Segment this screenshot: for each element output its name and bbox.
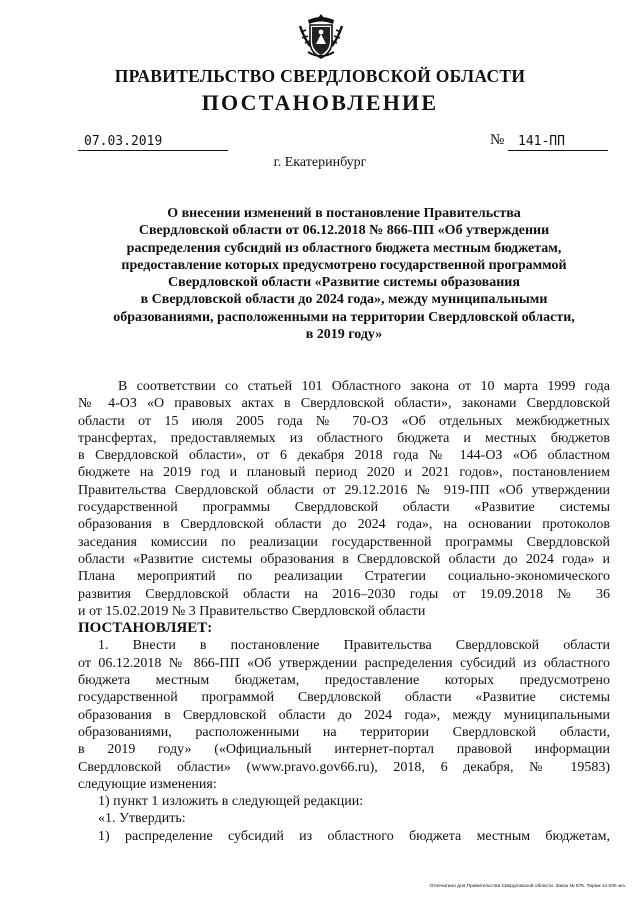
title-line: Свердловской области «Развитие системы образования: [168, 275, 520, 291]
document-number: 141-ПП: [508, 134, 608, 151]
body-line: следующие изменения:: [78, 776, 217, 792]
body-line: государственной программы Свердловской области «Развитие системы: [78, 500, 610, 516]
body-line: заседания комиссии по реализации государственной программы Свердловской: [78, 534, 610, 550]
body-line: Правительства Свердловской области от 29.12.2016 № 919-ПП «Об утверждении: [78, 482, 610, 498]
title-line: в 2019 году»: [305, 327, 383, 343]
body-line: № 4-ОЗ «О правовых актах в Свердловской области», законами Свердловской: [78, 396, 610, 412]
body-line: трансфертах, предоставляемых из областного бюджета и местных бюджетов: [78, 430, 610, 446]
government-name: ПРАВИТЕЛЬСТВО СВЕРДЛОВСКОЙ ОБЛАСТИ: [114, 66, 526, 86]
title-line: предоставление которых предусмотрено государственной программой: [121, 257, 567, 273]
document-type: ПОСТАНОВЛЕНИЕ: [201, 90, 439, 115]
body-line: развития Свердловской области на 2016–2030 годы от 19.09.2018 № 36: [78, 586, 610, 602]
body-line: Плана мероприятий по реализации Стратегии социально-экономического: [78, 569, 610, 585]
body-line: от 06.12.2018 № 866-ПП «Об утверждении распределения субсидий из областного: [78, 655, 610, 671]
title-line: в Свердловской области до 2024 года», между муниципальными: [140, 292, 548, 308]
body-line: образования в Свердловской области до 2024 года», между муниципальными: [78, 707, 610, 723]
body-line: области «Развитие системы образования в Свердловской области до 2024 года» и: [78, 551, 610, 567]
number-label: №: [490, 132, 505, 148]
body-line: 1. Внести в постановление Правительства Свердловской области: [98, 638, 610, 654]
body-line: области от 15 июля 2005 года № 70-ОЗ «Об отдельных межбюджетных: [78, 413, 610, 429]
body-line: в 2019 году» («Официальный интернет-портал правовой информации: [78, 742, 610, 758]
body-line: образования в Свердловской области до 2024 года», на основании протоколов: [78, 517, 610, 533]
title-line: Свердловской области от 06.12.2018 № 866-ПП «Об утверждении: [138, 223, 550, 239]
body-line: 1) распределение субсидий из областного бюджета местным бюджетам,: [98, 828, 610, 844]
body-line: и от 15.02.2019 № 3 Правительство Свердловской области: [78, 603, 426, 619]
body-line: бюджета местным бюджетам, предоставление которых предусмотрено: [78, 673, 610, 689]
title-line: распределения субсидий из областного бюджета местным бюджетам,: [126, 240, 562, 256]
body-line: Свердловской области» (www.pravo.gov66.ru), 2018, 6 декабря, № 19583): [78, 759, 610, 775]
city: г. Екатеринбург: [273, 155, 367, 170]
body-line: в Свердловской области», от 6 декабря 2018 года № 144-ОЗ «Об областном: [78, 448, 610, 464]
document-title: [78, 205, 610, 343]
title-line: О внесении изменений в постановление Правительства: [167, 206, 521, 221]
body-line: бюджете на 2019 год и плановый период 2020 и 2021 годов», постановлением: [78, 465, 610, 481]
document-date: 07.03.2019: [78, 134, 228, 151]
document-body: [78, 378, 610, 845]
body-line: образованиями, расположенными на территории Свердловской области,: [78, 724, 610, 740]
body-line: В соответствии со статьей 101 Областного закона от 10 марта 1999 года: [118, 379, 610, 394]
body-line: государственной программой Свердловской области «Развитие системы: [78, 690, 610, 706]
print-footer: Отпечатано для Правительства Свердловской области. Заказ № 575. Тираж 14 000 экз.: [429, 884, 626, 889]
resolution-keyword: ПОСТАНОВЛЯЕТ:: [78, 620, 213, 637]
body-line: 1) пункт 1 изложить в следующей редакции:: [98, 794, 364, 810]
body-line: «1. Утвердить:: [98, 811, 186, 827]
title-line: образованиями, расположенными на территории Свердловской области,: [113, 309, 575, 325]
coat-of-arms-emblem: [298, 12, 344, 60]
